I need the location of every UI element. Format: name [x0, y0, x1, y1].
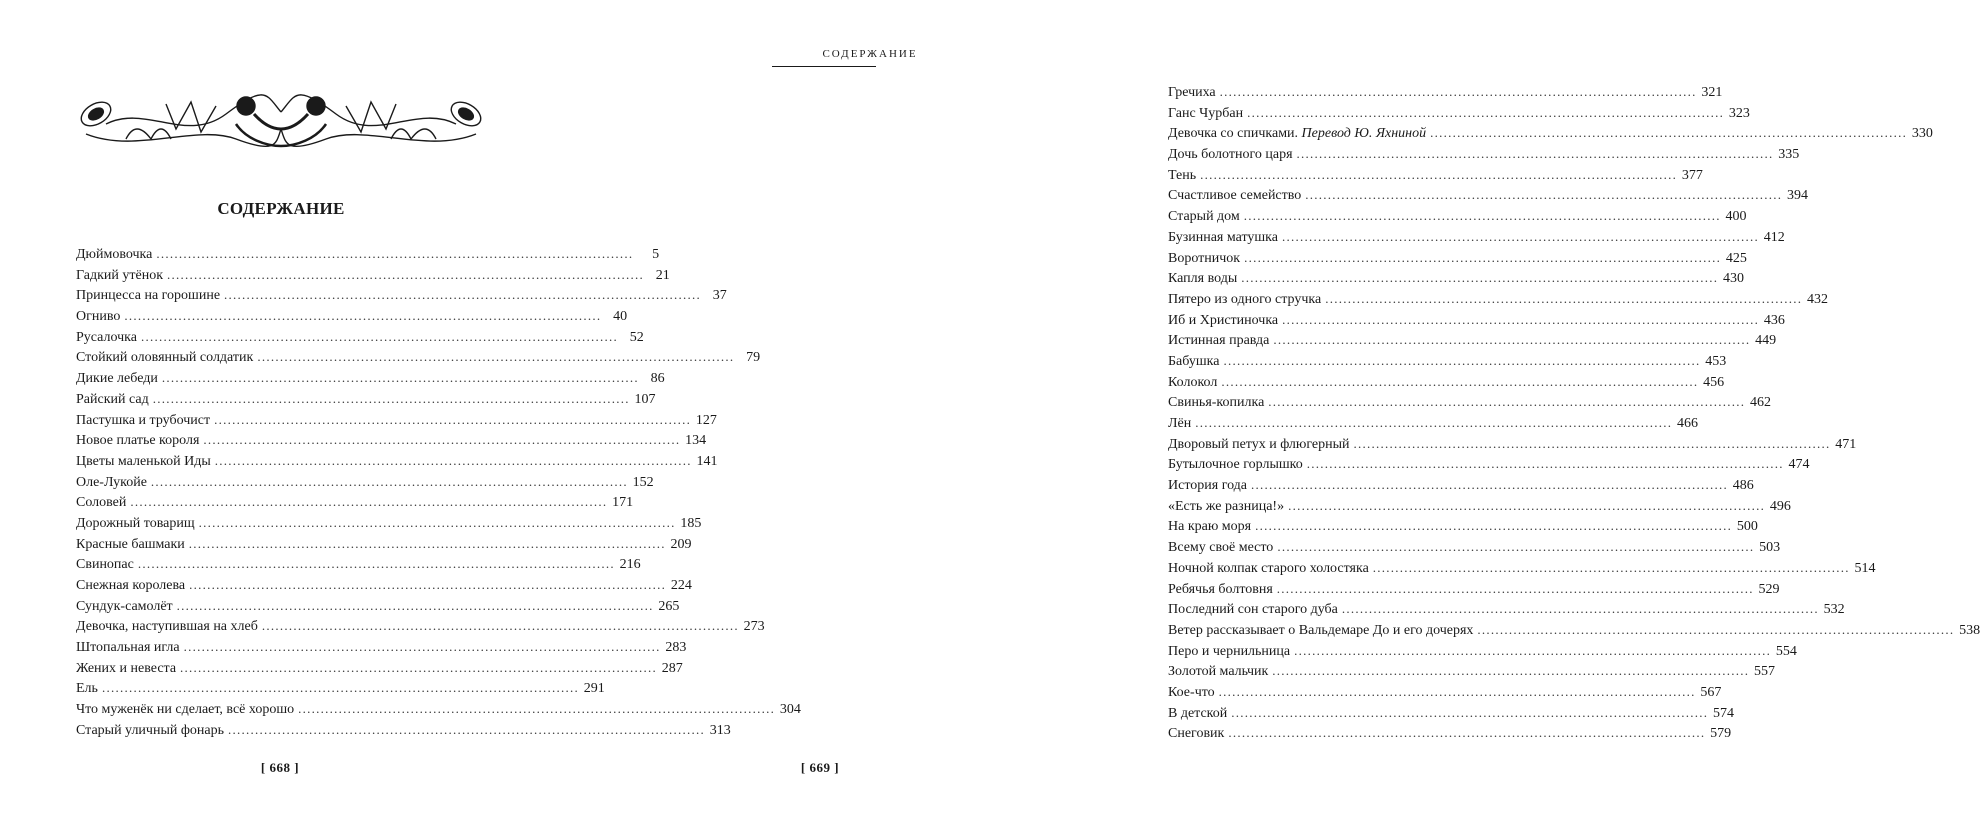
toc-entry — [1168, 392, 1772, 413]
dot-leader — [130, 492, 605, 513]
toc-entry — [1168, 268, 1744, 289]
toc-entry-page: 216 — [619, 557, 641, 573]
toc-entry-title: «Есть же разница!» — [1168, 498, 1285, 514]
toc-entry-page: 453 — [1705, 353, 1727, 369]
left-page — [0, 0, 801, 825]
toc-entry-title: Сундук-самолёт — [76, 598, 173, 614]
toc-entry-page: 127 — [695, 412, 717, 428]
toc-entry — [76, 678, 605, 699]
toc-entry — [76, 513, 702, 534]
toc-entry — [1168, 620, 1980, 641]
toc-entry-page: 209 — [670, 536, 692, 552]
dot-leader — [1268, 392, 1743, 413]
toc-entry-page: 471 — [1835, 436, 1857, 452]
toc-entry-title: Ребячья болтовня — [1168, 581, 1273, 597]
toc-entry-title: Снежная королева — [76, 578, 186, 593]
toc-entry-page: 554 — [1775, 643, 1797, 659]
dot-leader — [1277, 537, 1752, 558]
dot-leader — [1231, 703, 1706, 724]
dot-leader — [1354, 434, 1829, 455]
toc-entry — [76, 616, 765, 637]
toc-entry — [76, 244, 660, 265]
toc-entry — [76, 699, 801, 720]
dot-leader — [1241, 268, 1716, 289]
toc-entry — [76, 451, 718, 472]
toc-entry-title: Кое-что — [1168, 684, 1215, 700]
dot-leader — [1277, 579, 1752, 600]
toc-entry-page: 37 — [712, 288, 727, 304]
toc-entry-title: Ель — [76, 681, 98, 697]
toc-entry — [76, 472, 654, 493]
dot-leader — [1297, 144, 1772, 165]
toc-entry-title: Райский сад — [76, 391, 149, 407]
toc-entry-title: Цветы маленькой Иды — [76, 453, 211, 469]
toc-entry — [1168, 558, 1876, 579]
toc-entry-title: Перо и чернильница — [1168, 643, 1291, 659]
toc-entry-page: 273 — [743, 619, 765, 635]
dot-leader — [1228, 723, 1703, 744]
toc-entry-page: 107 — [634, 391, 656, 407]
toc-entry-title: Дорожный товарищ — [76, 515, 195, 531]
toc-entry-title: Бутылочное горлышко — [1168, 457, 1303, 473]
toc-entry — [1168, 516, 1758, 537]
toc-entry — [1168, 413, 1698, 434]
toc-list-right — [1168, 82, 1980, 744]
dot-leader — [124, 306, 599, 327]
toc-entry — [1168, 434, 1857, 455]
dot-leader — [1273, 330, 1748, 351]
headpiece-ornament-icon — [76, 84, 486, 156]
dot-leader — [1221, 372, 1696, 393]
toc-entry-title: Капля воды — [1168, 271, 1238, 287]
toc-entry-title: Свинья-копилка — [1168, 395, 1265, 411]
toc-entry-title: Штопальная игла — [76, 640, 180, 656]
dot-leader — [1373, 558, 1848, 579]
dot-leader — [1342, 599, 1817, 620]
toc-entry — [76, 596, 680, 617]
toc-entry-page: 557 — [1754, 664, 1776, 680]
toc-entry-page: 141 — [696, 453, 718, 469]
dot-leader — [1288, 496, 1763, 517]
toc-entry-title: Иб и Христиночка — [1168, 312, 1279, 328]
toc-entry-title: Ганс Чурбан — [1168, 105, 1244, 121]
toc-entry — [1168, 579, 1780, 600]
toc-entry — [1168, 641, 1797, 662]
dot-leader — [1195, 413, 1670, 434]
toc-entry — [76, 430, 707, 451]
toc-entry-title: Соловей — [76, 495, 127, 511]
toc-entry-title: Пятеро из одного стручка — [1168, 291, 1322, 307]
toc-entry — [1168, 103, 1750, 124]
toc-entry — [1168, 599, 1845, 620]
toc-entry-title: Последний сон старого дуба — [1168, 602, 1338, 618]
toc-entry — [1168, 496, 1791, 517]
toc-entry-page: 330 — [1911, 126, 1933, 142]
dot-leader — [1200, 165, 1675, 186]
dot-leader — [1282, 227, 1757, 248]
toc-entry-page: 430 — [1723, 271, 1744, 287]
toc-entry — [76, 492, 634, 513]
toc-entry-page: 466 — [1676, 416, 1698, 431]
dot-leader — [1255, 516, 1730, 537]
toc-entry — [1168, 537, 1781, 558]
running-head-rule — [772, 66, 876, 67]
toc-entry-page: 321 — [1701, 85, 1723, 100]
toc-entry-title: Воротничок — [1168, 250, 1241, 266]
dot-leader — [1244, 248, 1719, 269]
toc-entry-page: 574 — [1713, 705, 1735, 721]
toc-entry — [76, 720, 731, 741]
toc-entry-title: Золотой мальчик — [1168, 664, 1269, 680]
toc-entry — [76, 285, 727, 306]
toc-entry-title: В детской — [1168, 705, 1228, 721]
dot-leader — [1272, 661, 1747, 682]
dot-leader — [1305, 185, 1780, 206]
toc-entry-title: Всему своё место — [1168, 540, 1274, 556]
dot-leader — [1282, 310, 1757, 331]
toc-entry-page: 567 — [1700, 684, 1722, 700]
toc-entry-page: 532 — [1823, 602, 1845, 618]
dot-leader — [1251, 475, 1726, 496]
toc-entry — [76, 658, 683, 679]
toc-entry-page: 304 — [779, 702, 801, 718]
toc-entry-page: 265 — [658, 598, 680, 614]
toc-entry-title: Девочка, наступившая на хлеб — [76, 619, 258, 635]
dot-leader — [1477, 620, 1952, 641]
toc-entry-page: 313 — [709, 722, 731, 738]
toc-entry-title: Дочь болотного царя — [1168, 147, 1293, 163]
toc-entry — [1168, 330, 1777, 351]
toc-entry-title: Лён — [1168, 416, 1192, 431]
toc-entry-page: 456 — [1703, 374, 1725, 390]
toc-entry-page: 283 — [665, 640, 687, 656]
toc-entry-page: 394 — [1787, 188, 1809, 204]
dot-leader — [1220, 82, 1695, 103]
toc-entry-title: Девочка со спичками. Перевод Ю. Яхниной — [1168, 126, 1427, 142]
toc-entry — [1168, 703, 1735, 724]
toc-entry-page: 462 — [1750, 395, 1772, 411]
toc-entry-page: 514 — [1854, 560, 1876, 576]
toc-entry-page: 377 — [1681, 167, 1703, 183]
toc-entry — [76, 265, 670, 286]
toc-entry-page: 529 — [1758, 581, 1780, 597]
toc-entry — [1168, 248, 1747, 269]
toc-entry-title: Снеговик — [1168, 726, 1225, 742]
toc-entry — [1168, 372, 1725, 393]
toc-entry-page: 79 — [746, 350, 761, 366]
toc-entry-page: 171 — [612, 495, 634, 511]
toc-entry-title: Что муженёк ни сделает, всё хорошо — [76, 702, 295, 718]
toc-entry — [1168, 123, 1933, 144]
right-page — [550, 0, 1980, 825]
toc-entry — [1168, 454, 1810, 475]
dot-leader — [138, 554, 613, 575]
toc-entry-title: Стойкий оловянный солдатик — [76, 350, 254, 366]
toc-entry — [1168, 661, 1776, 682]
toc-entry-title: Бузинная матушка — [1168, 229, 1278, 245]
toc-entry-title: Принцесса на горошине — [76, 288, 221, 304]
toc-entry-page: 5 — [652, 247, 660, 262]
toc-entry-title: Оле-Лукойе — [76, 474, 147, 490]
toc-entry-title: На краю моря — [1168, 519, 1252, 535]
toc-entry-translator: Перевод Ю. Яхниной — [1301, 126, 1427, 142]
toc-entry-page: 425 — [1725, 250, 1747, 266]
toc-entry-page: 486 — [1732, 478, 1754, 494]
toc-entry-page: 86 — [650, 371, 665, 387]
dot-leader — [1247, 103, 1722, 124]
toc-entry-title: Истинная правда — [1168, 333, 1270, 349]
toc-entry-page: 579 — [1710, 726, 1732, 742]
toc-entry-title: Счастливое семейство — [1168, 188, 1302, 204]
toc-entry — [1168, 165, 1703, 186]
toc-entry-page: 500 — [1736, 519, 1758, 535]
toc-entry-page: 52 — [629, 329, 644, 345]
toc-entry-title: Гречиха — [1168, 85, 1216, 100]
toc-entry-page: 224 — [670, 578, 692, 593]
toc-entry-page: 496 — [1769, 498, 1791, 514]
dot-leader — [102, 678, 577, 699]
toc-entry — [1168, 289, 1828, 310]
toc-entry-page: 134 — [685, 433, 707, 449]
toc-heading: СОДЕРЖАНИЕ — [217, 199, 345, 218]
page-number-right: [ 669 ] — [800, 760, 840, 775]
toc-entry-title: Жених и невеста — [76, 660, 177, 676]
toc-entry-page: 287 — [661, 660, 683, 676]
toc-entry — [76, 368, 665, 389]
toc-entry-page: 152 — [632, 474, 654, 490]
toc-entry — [1168, 682, 1722, 703]
toc-entry — [76, 575, 692, 596]
toc-entry-page: 291 — [583, 681, 605, 697]
toc-entry-title: Ночной колпак старого холостяка — [1168, 560, 1369, 576]
toc-entry — [1168, 185, 1809, 206]
toc-entry — [76, 306, 628, 327]
toc-entry-title: Старый уличный фонарь — [76, 722, 225, 738]
toc-entry-page: 474 — [1788, 457, 1810, 473]
toc-entry — [76, 534, 692, 555]
toc-entry — [76, 554, 641, 575]
toc-entry — [1168, 475, 1754, 496]
toc-entry — [76, 347, 761, 368]
toc-list-left — [76, 244, 801, 741]
toc-entry-title: Дикие лебеди — [76, 371, 158, 387]
toc-entry-title: Колокол — [1168, 374, 1218, 390]
dot-leader — [1244, 206, 1719, 227]
toc-entry-title: Дворовый петух и флюгерный — [1168, 436, 1350, 452]
toc-entry-page: 185 — [680, 515, 702, 531]
running-head: СОДЕРЖАНИЕ — [822, 48, 918, 60]
toc-entry-page: 323 — [1728, 105, 1750, 121]
page-number-left: [ 668 ] — [260, 760, 300, 775]
toc-entry-title: Пастушка и трубочист — [76, 412, 211, 428]
toc-entry-page: 40 — [613, 309, 628, 325]
toc-entry-page: 400 — [1725, 209, 1747, 225]
toc-entry-title: Гадкий утёнок — [76, 267, 163, 283]
dot-leader — [1325, 289, 1800, 310]
toc-entry-title: Новое платье короля — [76, 433, 200, 449]
toc-entry-page: 538 — [1959, 622, 1980, 638]
dot-leader — [1307, 454, 1782, 475]
toc-entry — [1168, 144, 1800, 165]
toc-entry-page: 335 — [1778, 147, 1800, 163]
toc-entry-title: Красные башмаки — [76, 536, 185, 552]
toc-entry — [76, 327, 644, 348]
toc-entry-title: Огниво — [76, 309, 121, 325]
toc-entry-page: 503 — [1759, 540, 1781, 556]
toc-entry-title: Русалочка — [76, 329, 137, 345]
dot-leader — [141, 327, 616, 348]
toc-entry — [1168, 351, 1727, 372]
toc-entry-page: 432 — [1806, 291, 1828, 307]
toc-entry-page: 412 — [1763, 229, 1785, 245]
toc-entry-page: 436 — [1763, 312, 1785, 328]
dot-leader — [1223, 351, 1698, 372]
toc-entry — [76, 637, 687, 658]
dot-leader — [1430, 123, 1905, 144]
toc-entry — [76, 389, 656, 410]
toc-entry-title: Старый дом — [1168, 209, 1240, 225]
toc-entry-title: Дюймовочка — [76, 247, 153, 262]
toc-entry — [1168, 227, 1785, 248]
toc-entry — [1168, 206, 1747, 227]
toc-entry-title: История года — [1168, 478, 1248, 494]
toc-entry-title: Бабушка — [1168, 353, 1220, 369]
toc-entry — [1168, 310, 1785, 331]
toc-entry-title: Тень — [1168, 167, 1197, 183]
toc-entry-title: Свинопас — [76, 557, 134, 573]
dot-leader — [1294, 641, 1769, 662]
toc-entry — [1168, 82, 1723, 103]
toc-entry-page: 449 — [1755, 333, 1777, 349]
toc-entry-page: 21 — [655, 267, 670, 283]
toc-entry — [76, 410, 717, 431]
dot-leader — [1219, 682, 1694, 703]
toc-entry-title: Ветер рассказывает о Вальдемаре До и его дочерях — [1168, 622, 1474, 638]
toc-entry — [1168, 723, 1732, 744]
